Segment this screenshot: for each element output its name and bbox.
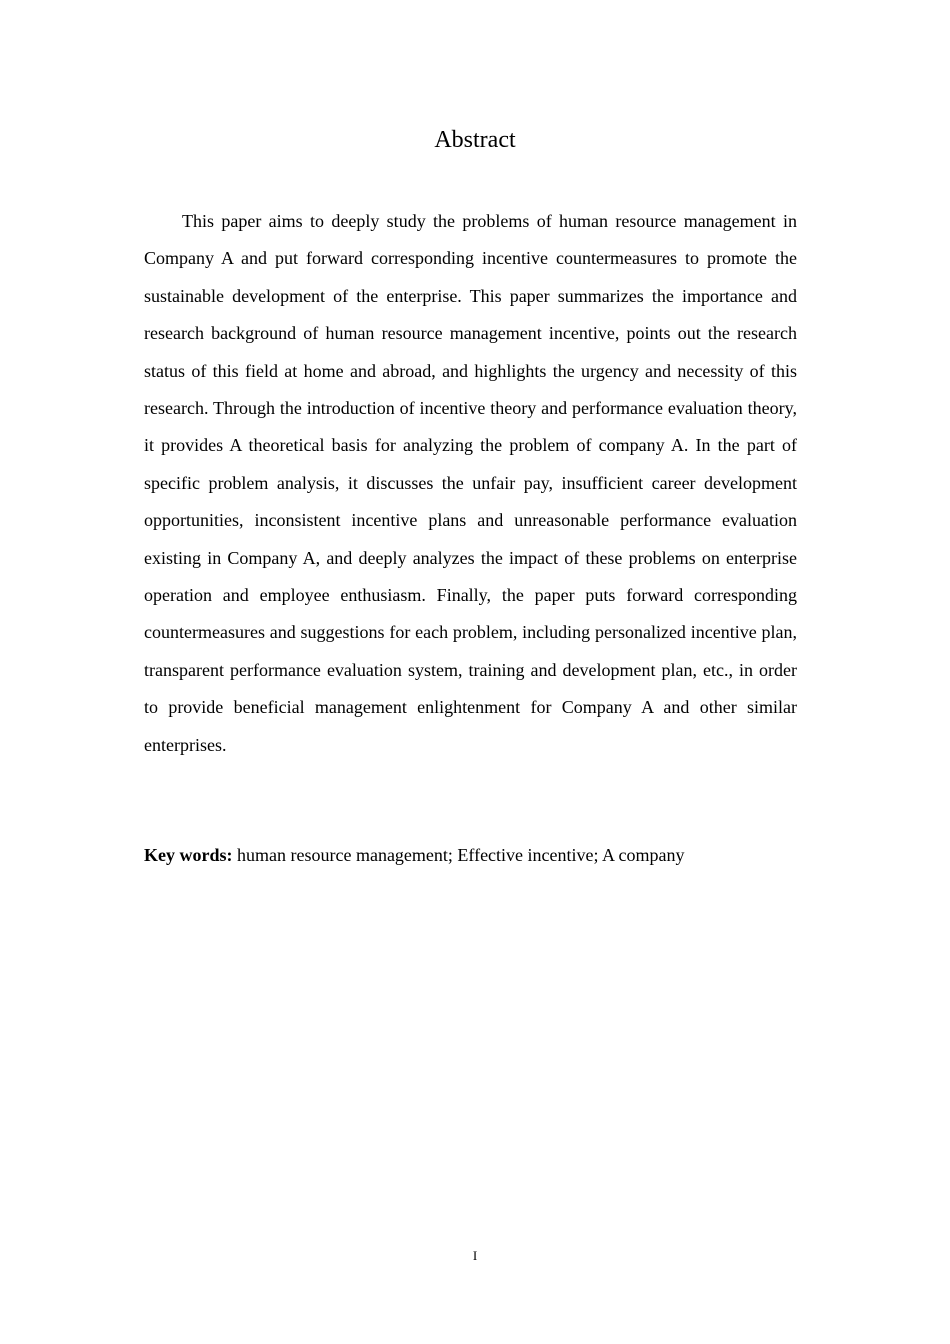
keywords-label: Key words: [144, 845, 233, 865]
abstract-body: This paper aims to deeply study the problems of human resource management in Company A and put forward corresponding incentive countermeasures to promote the sustainable development of the enterprise. This paper summarizes the importance and research background of human resource management incentive, points out the research status of this field at home and abroad, and highlights the urgency and necessity of this research. Through the introduction of incentive theory and performance evaluation theory, it provides A theoretical basis for analyzing the problem of company A. In the part of specific problem analysis, it discusses the unfair pay, insufficient career development opportunities, inconsistent incentive plans and unreasonable performance evaluation existing in Company A, and deeply analyzes the impact of these problems on enterprise operation and employee enthusiasm. Finally, the paper puts forward corresponding countermeasures and suggestions for each problem, including personalized incentive plan, transparent performance evaluation system, training and development plan, etc., in order to provide beneficial management enlightenment for Company A and other similar enterprises. [144, 211, 797, 755]
keywords-value: human resource management; Effective incentive; A company [232, 845, 685, 865]
page-number: I [472, 1248, 478, 1263]
keywords-line [144, 837, 797, 874]
page-title: Abstract [434, 127, 516, 153]
